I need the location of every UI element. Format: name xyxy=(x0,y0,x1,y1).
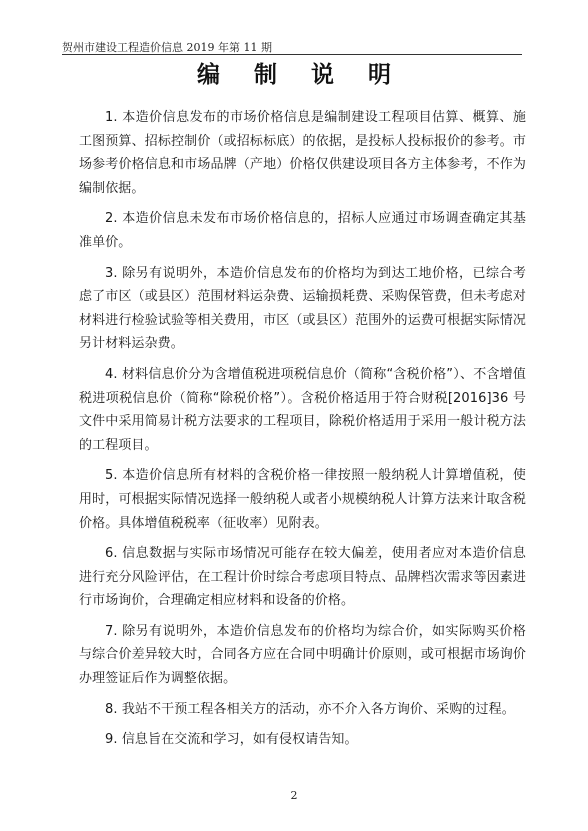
paragraph-6: 6. 信息数据与实际市场情况可能存在较大偏差，使用者应对本造价信息进行充分风险评估，在工程计价时综合考虑项目特点、品牌档次需求等因素进行市场询价，合理确定相应材料和设备的价格。 xyxy=(79,546,526,609)
paragraph-2: 2. 本造价信息未发布市场价格信息的，招标人应通过市场调查确定其基准单价。 xyxy=(79,211,526,250)
header-rule xyxy=(62,54,522,55)
paragraph-9: 9. 信息旨在交流和学习，如有侵权请告知。 xyxy=(105,732,358,748)
paragraph-1: 1. 本造价信息发布的市场价格信息是编制建设工程项目估算、概算、施工图预算、招标控制价（或招标标底）的依据，是投标人投标报价的参考。市场参考价格信息和市场品牌（产地）价格仅供建设项目各方主体参考，不作为编制依据。 xyxy=(79,110,526,196)
paragraph-8: 8. 我站不干预工程各相关方的活动，亦不介入各方询价、采购的过程。 xyxy=(105,701,515,717)
paragraph-3: 3. 除另有说明外，本造价信息发布的价格均为到达工地价格，已综合考虑了市区（或县区）范围材料运杂费、运输损耗费、采购保管费，但未考虑对材料进行检验试验等相关费用，市区（或县区）范围外的运费可根据实际情况另计材料运杂费。 xyxy=(79,265,526,352)
paragraph-4: 4. 材料信息价分为含增值税进项税信息价（简称“含税价格”）、不含增值税进项税信息价（简称“除税价格”）。含税价格适用于符合财税[2016]36 号文件中采用简易计税方法要求的工程项目，除税价格适用于采用一般计税方法的工程项目。 xyxy=(79,366,526,453)
paragraph-7: 7. 除另有说明外，本造价信息发布的价格均为综合价，如实际购买价格与综合价差异较大时，合同各方应在合同中明确计价原则，或可根据市场询价办理签证后作为调整依据。 xyxy=(79,623,526,687)
running-header: 贺州市建设工程造价信息 2019 年第 11 期 xyxy=(62,41,272,54)
paragraph-5: 5. 本造价信息所有材料的含税价格一律按照一般纳税人计算增值税，使用时，可根据实际情况选择一般纳税人或者小规模纳税人计算方法来计取含税价格。具体增值税税率（征收率）见附表。 xyxy=(79,468,526,531)
page-title: 编 制 说 明 xyxy=(196,62,405,88)
document-body xyxy=(79,106,526,759)
page-number: 2 xyxy=(290,789,298,802)
